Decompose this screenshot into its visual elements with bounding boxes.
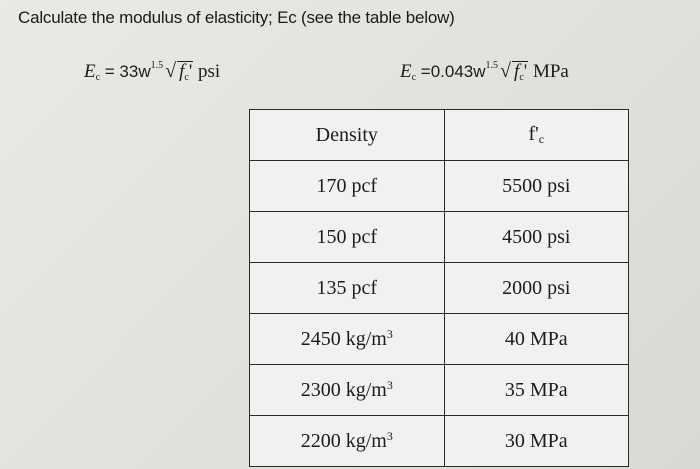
header-density: Density (250, 110, 445, 161)
formula-mpa-radicand: $f_c'$ (512, 61, 528, 88)
formula-mpa-coefficient: =0.043w (416, 62, 486, 81)
formula-psi-radicand: $f_c'$ (177, 61, 193, 88)
density-cell: 2200 $kg/m^3$ (250, 416, 445, 467)
table-header-row (250, 110, 629, 161)
density-cell: 2300 $kg/m^3$ (250, 365, 445, 416)
table-row (250, 314, 629, 365)
formula-psi-exponent: 1.5 (150, 60, 164, 71)
formula-mpa-lhs-sub: c (411, 72, 417, 83)
density-cell: 150 pcf (250, 212, 445, 263)
table-row (250, 263, 629, 314)
question-title: Calculate the modulus of elasticity; Ec (see the table below) (18, 8, 455, 27)
density-cell: 135 pcf (250, 263, 445, 314)
fc-cell: 30 MPa (444, 416, 628, 467)
table-row (250, 416, 629, 467)
formula-mpa (400, 60, 569, 88)
formula-psi (84, 60, 220, 88)
formula-psi-lhs-sub: c (95, 72, 101, 83)
density-cell: 2450 $kg/m^3$ (250, 314, 445, 365)
properties-table (249, 109, 629, 460)
sqrt-icon: √ (500, 60, 512, 82)
density-cell: 170 pcf (250, 161, 445, 212)
formula-psi-lhs: E (84, 61, 96, 82)
formula-psi-coefficient: = 33w (100, 62, 151, 81)
fc-cell: 2000 psi (444, 263, 628, 314)
table-row (250, 161, 629, 212)
formula-mpa-exponent: 1.5 (485, 60, 499, 71)
header-fc: $f'_c$ (444, 110, 628, 161)
formula-psi-unit: psi (198, 61, 221, 82)
fc-cell: 35 MPa (444, 365, 628, 416)
sqrt-icon: √ (165, 60, 177, 82)
table-row (250, 365, 629, 416)
fc-cell: 40 MPa (444, 314, 628, 365)
fc-cell: 4500 psi (444, 212, 628, 263)
formula-mpa-lhs: E (400, 61, 412, 82)
table-row (250, 212, 629, 263)
formula-mpa-unit: MPa (532, 61, 569, 82)
fc-cell: 5500 psi (444, 161, 628, 212)
